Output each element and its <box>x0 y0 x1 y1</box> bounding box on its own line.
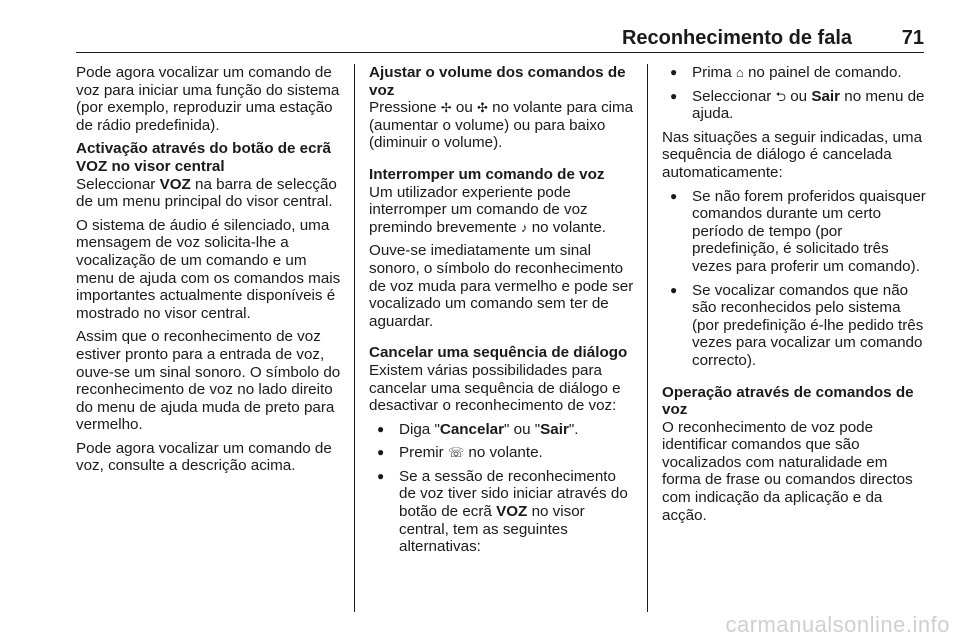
list-item: ● Prima ⌂ no painel de comando. <box>662 64 926 82</box>
column-divider <box>647 64 648 612</box>
paragraph: Pode agora vocalizar um comando de voz, consulte a descrição acima. <box>76 439 332 475</box>
column-divider <box>354 64 355 612</box>
section-heading: Interromper um comando de voz <box>369 165 605 183</box>
paragraph: Um utilizador experiente pode interromper um comando de voz premindo brevemente ♪ no volante. <box>369 183 606 236</box>
list-item: ● Se vocalizar comandos que não são reconhecidos pelo sistema (por predefinição é-lhe pedido três vezes para vocalizar um comando correcto). <box>662 282 926 370</box>
volume-up-icon: ✢ <box>440 100 452 116</box>
paragraph: Assim que o reconhecimento de voz estiver pronto para a entrada de voz, ouve-se um sinal sonoro. O símbolo do reconhecimento de voz no lado direito do menu de ajuda muda de preto para vermelho. <box>76 328 341 434</box>
page-title: Reconhecimento de fala <box>621 27 852 49</box>
list-item: ● Se não forem proferidos quaisquer comandos durante um certo período de tempo (por predefinição, é solicitado três vezes para proferir um comando). <box>662 188 926 276</box>
paragraph: Ouve-se imediatamente um sinal sonoro, o símbolo do reconhecimento de voz muda para vermelho e pode ser vocalizado um comando sem ter de aguardar. <box>369 242 634 330</box>
back-icon: ⮌ <box>775 88 786 104</box>
watermark: carmanualsonline.info <box>725 612 950 637</box>
column-3 <box>662 64 926 530</box>
section-heading: Operação através de comandos de voz <box>662 383 914 419</box>
list-item: ● Se a sessão de reconhecimento de voz tiver sido iniciar através do botão de ecrã VOZ no visor central, tem as seguintes alternativas: <box>369 468 637 556</box>
voice-icon: ♪ <box>520 219 528 235</box>
bullet-list <box>662 64 926 123</box>
list-item: ● Diga "Cancelar" ou "Sair". <box>369 421 637 439</box>
paragraph: Nas situações a seguir indicadas, uma sequência de diálogo é cancelada automaticamente: <box>662 128 923 181</box>
list-item: ● Seleccionar ⮌ ou Sair no menu de ajuda. <box>662 88 926 123</box>
paragraph: O reconhecimento de voz pode identificar comandos que são vocalizados com naturalidade em forma de frase ou comandos directos com indicação da aplicação e da acção. <box>662 418 913 524</box>
paragraph: Pressione ✢ ou ✣ no volante para cima (aumentar o volume) ou para baixo (diminuir o volume). <box>369 99 634 152</box>
voz-label: VOZ <box>159 175 191 193</box>
volume-down-icon: ✣ <box>477 100 488 116</box>
paragraph: Pode agora vocalizar um comando de voz para iniciar uma função do sistema (por exemplo, reproduzir uma estação de rádio predefinida). <box>76 64 340 134</box>
section-heading: Cancelar uma sequência de diálogo <box>369 344 628 362</box>
home-icon: ⌂ <box>735 65 744 80</box>
page-header <box>76 26 924 53</box>
bullet-list <box>369 421 637 556</box>
hangup-icon: ☏ <box>447 445 465 461</box>
paragraph: Existem várias possibilidades para cancelar uma sequência de diálogo e desactivar o reconhecimento de voz: <box>369 361 621 415</box>
paragraph: Seleccionar VOZ na barra de selecção de um menu principal do visor central. <box>76 175 337 211</box>
section-heading: Activação através do botão de ecrã VOZ no visor central <box>76 140 331 175</box>
bullet-list <box>662 188 926 370</box>
paragraph: O sistema de áudio é silenciado, uma mensagem de voz solicita-lhe a vocalização de um comando e um menu de ajuda com os comandos mais importantes actualmente disponíveis é mostrado no visor central. <box>76 216 341 322</box>
column-1 <box>76 64 344 481</box>
column-2 <box>369 64 637 562</box>
list-item: ● Premir ☏ no volante. <box>369 444 637 462</box>
page-number: 71 <box>901 27 924 49</box>
section-heading: Ajustar o volume dos comandos de voz <box>369 64 626 99</box>
